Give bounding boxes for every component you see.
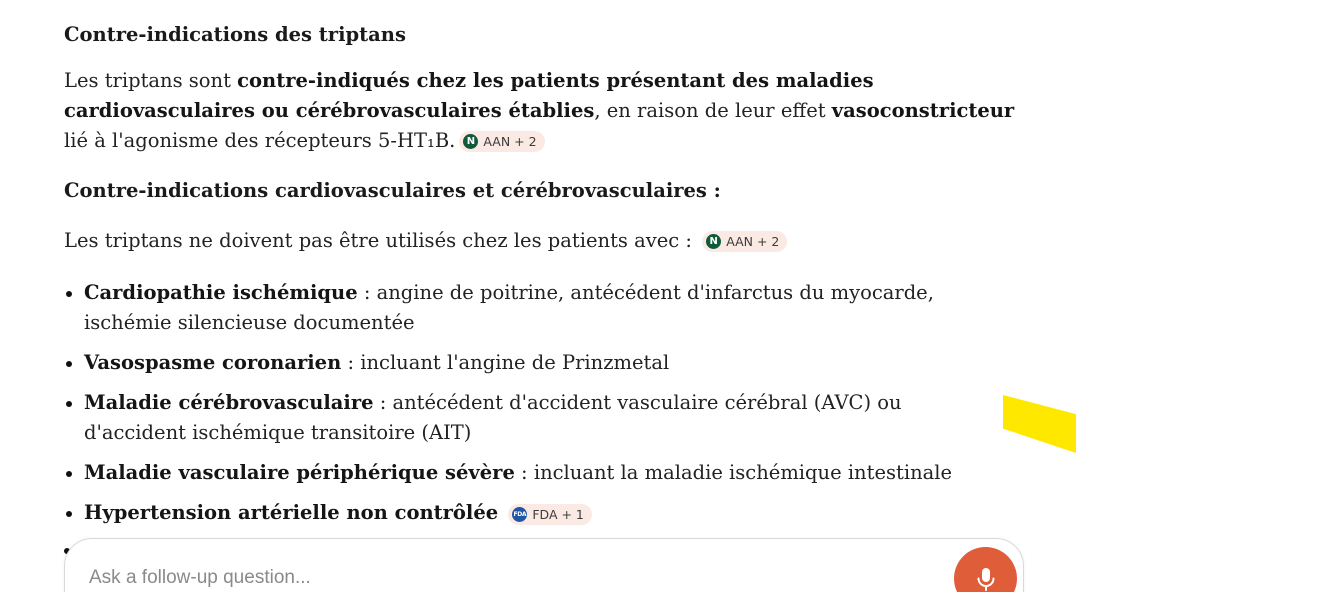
lead-text: Les triptans ne doivent pas être utilisés chez les patients avec : [64, 229, 692, 252]
follow-up-input[interactable] [89, 565, 909, 591]
microphone-icon [975, 566, 997, 592]
intro-bold-2: vasoconstricteur [831, 99, 1015, 122]
list-item [64, 348, 964, 378]
list-item [64, 458, 964, 488]
citation-label: AAN + 2 [726, 234, 780, 249]
item-title: Maladie cérébrovasculaire [84, 391, 374, 414]
list-item [64, 278, 964, 338]
subheading: Contre-indications cardiovasculaires et cérébrovasculaires : [64, 179, 721, 202]
item-title: Maladie vasculaire périphérique sévère [84, 461, 515, 484]
lead-paragraph [64, 226, 787, 256]
highlighter-mark [1003, 395, 1076, 453]
intro-bold-1: contre-indiqués chez les patients présentant des maladies cardiovasculaires ou cérébrovasculaires établies [64, 69, 874, 122]
citation-chip[interactable] [508, 504, 592, 525]
item-text: : angine de poitrine, antécédent d'infarctus du myocarde, ischémie silencieuse documentée [84, 281, 934, 334]
source-n-icon: N [463, 134, 478, 149]
list-item [64, 388, 964, 448]
item-text: : incluant la maladie ischémique intestinale [514, 461, 953, 484]
intro-paragraph [64, 66, 1029, 156]
item-title: Cardiopathie ischémique [84, 281, 358, 304]
item-text: : antécédent d'accident vasculaire cérébral (AVC) ou d'accident ischémique transitoire (AIT) [84, 391, 902, 444]
citation-chip[interactable] [702, 231, 787, 252]
intro-text-2: , en raison de leur effet [594, 99, 832, 122]
intro-text-1: Les triptans sont [64, 69, 238, 92]
contraindication-list [64, 278, 964, 538]
follow-up-composer [64, 538, 1024, 592]
source-fda-icon: FDA [512, 507, 527, 522]
section-title: Contre-indications des triptans [64, 23, 406, 46]
citation-label: FDA + 1 [532, 507, 584, 522]
item-title: Hypertension artérielle non contrôlée [84, 501, 499, 524]
microphone-button[interactable] [954, 547, 1017, 592]
intro-text-3: lié à l'agonisme des récepteurs 5-HT₁B. [64, 129, 456, 152]
list-item [64, 498, 964, 528]
item-text: : incluant l'angine de Prinzmetal [341, 351, 670, 374]
citation-label: AAN + 2 [483, 134, 537, 149]
citation-chip[interactable] [459, 131, 544, 152]
source-n-icon: N [706, 234, 721, 249]
item-title: Vasospasme coronarien [84, 351, 342, 374]
